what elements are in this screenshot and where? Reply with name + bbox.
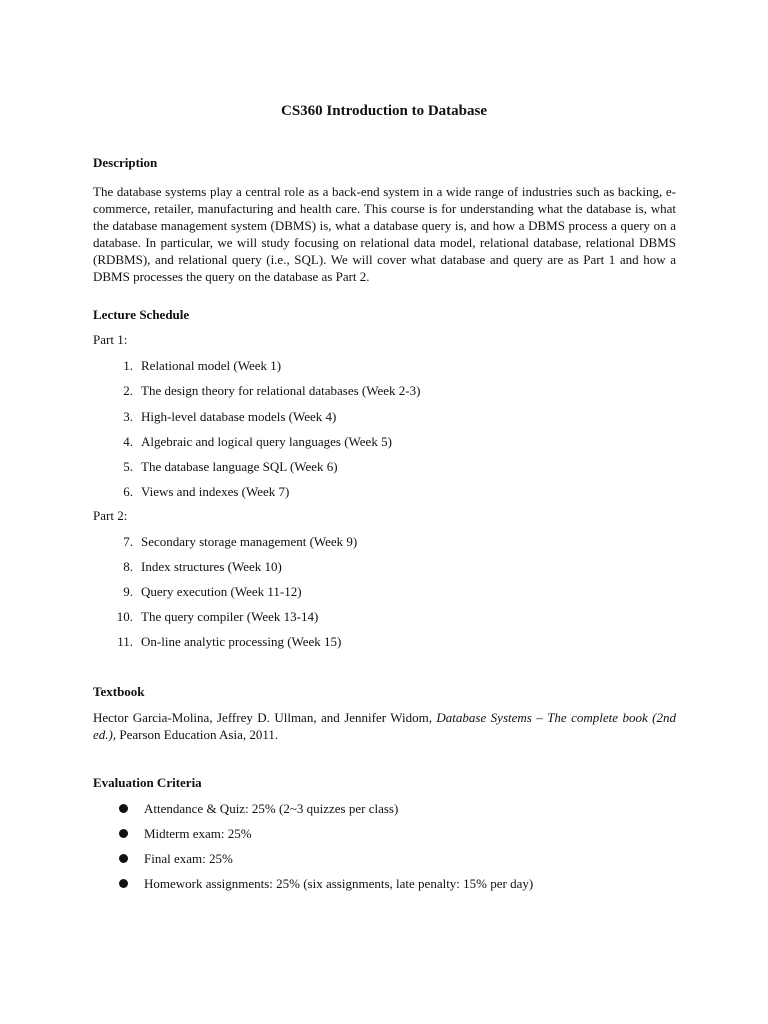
item-number: 7.: [123, 534, 133, 549]
item-text: High-level database models (Week 4): [141, 409, 337, 424]
evaluation-item-text: Midterm exam: 25%: [144, 826, 252, 841]
item-text: Relational model (Week 1): [141, 358, 282, 373]
item-text: The database language SQL (Week 6): [141, 459, 338, 474]
item-text: On-line analytic processing (Week 15): [141, 634, 342, 649]
lecture-schedule-heading: Lecture Schedule: [93, 307, 190, 322]
description-heading: Description: [93, 155, 158, 170]
item-number: 2.: [123, 383, 133, 398]
item-text: Views and indexes (Week 7): [141, 484, 290, 499]
item-text: Index structures (Week 10): [141, 559, 282, 574]
item-number: 8.: [123, 559, 133, 574]
item-text: Query execution (Week 11-12): [141, 584, 302, 599]
bullet-icon: [119, 804, 128, 813]
item-number: 10.: [116, 609, 133, 624]
item-number: 5.: [123, 459, 133, 474]
textbook-publisher: Pearson Education Asia, 2011.: [116, 727, 279, 742]
evaluation-heading: Evaluation Criteria: [93, 775, 202, 790]
textbook-citation: [93, 709, 676, 743]
part1-label: Part 1:: [93, 332, 128, 347]
item-text: The query compiler (Week 13-14): [141, 609, 319, 624]
textbook-heading: Textbook: [93, 684, 145, 699]
item-text: Secondary storage management (Week 9): [141, 534, 358, 549]
textbook-title: Database Systems – The complete book (2nd ed.),: [93, 710, 676, 742]
item-number: 1.: [123, 358, 133, 373]
item-number: 3.: [123, 409, 133, 424]
bullet-icon: [119, 829, 128, 838]
bullet-icon: [119, 854, 128, 863]
item-number: 9.: [123, 584, 133, 599]
description-paragraph: The database systems play a central role as a back-end system in a wide range of industries such as backing, e-commerce, retailer, manufacturing and health care. This course is for understanding what the database is, what the database management system (DBMS) is, what a database query is, and how a DBMS process a query on a database. In particular, we will study focusing on relational data model, relational database, relational DBMS (RDBMS), and relational query (i.e., SQL). We will cover what database and query are as Part 1 and how a DBMS processes the query on the database as Part 2.: [93, 184, 676, 284]
part2-label: Part 2:: [93, 508, 128, 523]
evaluation-item-text: Homework assignments: 25% (six assignments, late penalty: 15% per day): [144, 876, 534, 891]
item-number: 11.: [117, 634, 133, 649]
bullet-icon: [119, 879, 128, 888]
item-number: 4.: [123, 434, 133, 449]
item-text: The design theory for relational databases (Week 2-3): [141, 383, 421, 398]
item-text: Algebraic and logical query languages (Week 5): [141, 434, 392, 449]
page-title: CS360 Introduction to Database: [281, 103, 487, 119]
evaluation-item-text: Attendance & Quiz: 25% (2~3 quizzes per class): [144, 801, 399, 816]
item-number: 6.: [123, 484, 133, 499]
evaluation-item-text: Final exam: 25%: [144, 851, 233, 866]
textbook-authors: Hector Garcia-Molina, Jeffrey D. Ullman, and Jennifer Widom,: [93, 710, 437, 725]
